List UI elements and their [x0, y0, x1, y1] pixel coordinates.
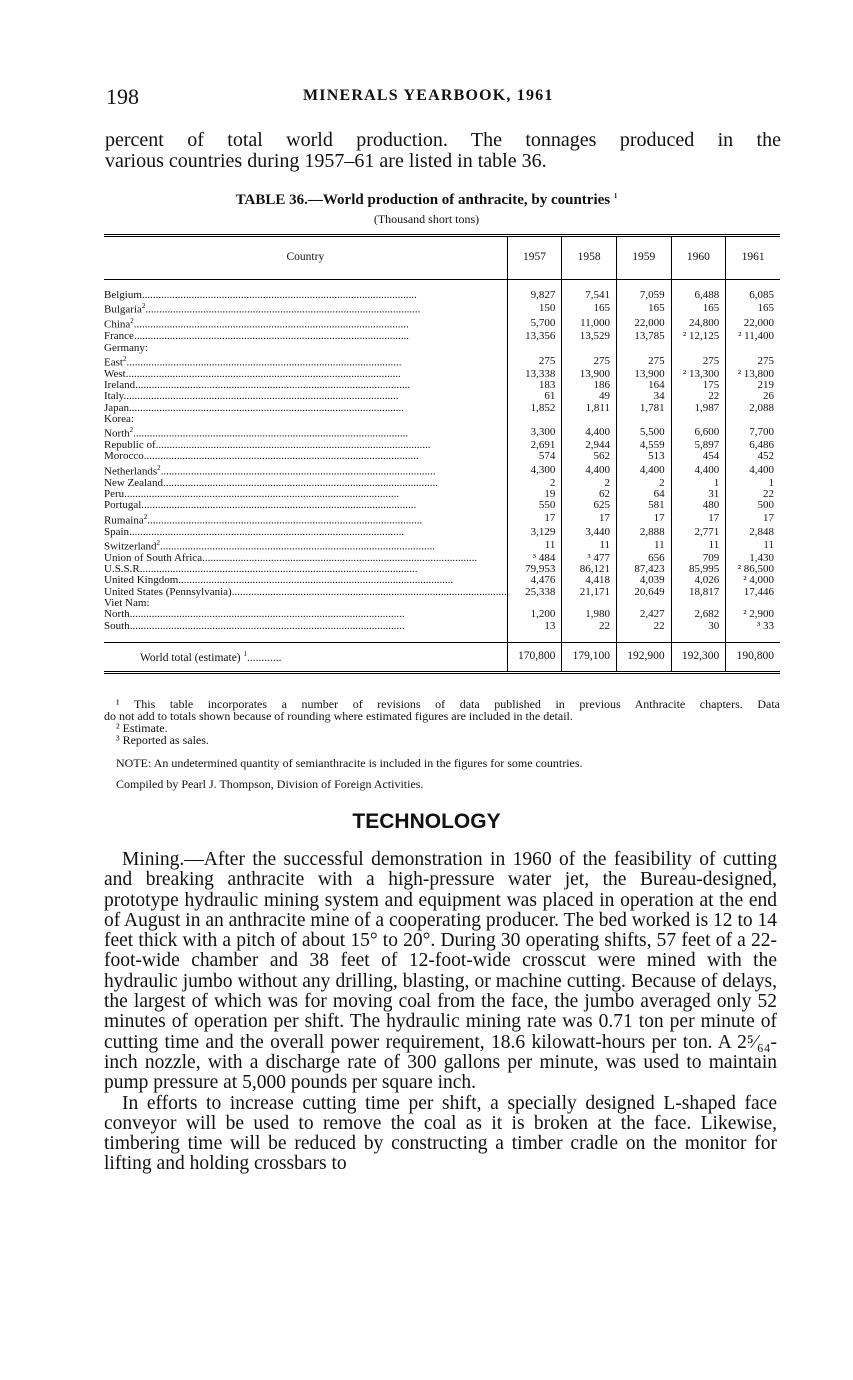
value-cell: 86,121 [562, 564, 617, 575]
country-name: China [104, 318, 131, 331]
value-cell: 17 [671, 512, 726, 527]
country-cell [104, 564, 507, 575]
value-cell: 11,000 [562, 316, 617, 331]
table-row [104, 621, 780, 632]
value-cell: 17 [562, 512, 617, 527]
intro-line-1: percent of total world production. The tonnages produced in the [105, 129, 781, 151]
table-row [104, 478, 780, 489]
value-cell: 22 [671, 391, 726, 402]
country-name: East [104, 356, 123, 369]
country-name: Spain [104, 526, 130, 538]
table-row [104, 425, 780, 440]
table-row [104, 609, 780, 620]
table-total-row [104, 642, 780, 672]
value-cell: 22 [726, 489, 780, 500]
table-row [104, 564, 780, 575]
country-name: Rumaina [104, 514, 144, 527]
dot-leader: .................................................................................................... [129, 609, 405, 621]
country-name: Netherlands [104, 465, 158, 478]
value-cell: 1 [726, 478, 780, 489]
table-row [104, 500, 780, 511]
value-cell: 13,356 [507, 331, 562, 342]
value-cell: 26 [726, 391, 780, 402]
country-cell [104, 440, 507, 451]
value-cell: 219 [726, 380, 780, 391]
table-row [104, 553, 780, 564]
value-cell: 13 [507, 621, 562, 632]
footnote-1-line-1: ¹ This table incorporates a number of revisions of data published in previous Anthracite chapters. Data [116, 697, 780, 711]
country-cell [104, 403, 507, 414]
dot-leader: .................................................................................................... [129, 526, 405, 538]
country-cell [104, 354, 507, 369]
dot-leader: .................................................................................................... [129, 620, 405, 632]
value-cell: 2,888 [616, 527, 671, 538]
value-cell [562, 414, 617, 425]
dot-leader: .................................................................................................... [129, 402, 405, 414]
dot-leader: .................................................................................................... [147, 514, 423, 527]
value-cell: 11 [726, 538, 780, 553]
value-cell: 4,400 [616, 463, 671, 478]
country-cell [104, 391, 507, 402]
table-row [104, 451, 780, 462]
dot-leader: .................................................................................................... [125, 368, 401, 380]
table-row [104, 391, 780, 402]
country-name: Viet Nam: [104, 598, 150, 610]
value-cell: 25,338 [507, 587, 562, 598]
value-cell: 709 [671, 553, 726, 564]
value-cell: 22 [562, 621, 617, 632]
dot-leader: ............ [247, 652, 282, 665]
value-cell: 500 [726, 500, 780, 511]
country-cell [104, 553, 507, 564]
value-cell: 17 [726, 512, 780, 527]
value-cell: 4,400 [726, 463, 780, 478]
value-cell: 17 [507, 512, 562, 527]
table-row [104, 512, 780, 527]
value-cell: 1,430 [726, 553, 780, 564]
value-cell: 22 [616, 621, 671, 632]
value-cell: 61 [507, 391, 562, 402]
value-cell: 1,811 [562, 403, 617, 414]
value-cell: 34 [616, 391, 671, 402]
value-cell: ² 13,300 [671, 369, 726, 380]
value-cell: 30 [671, 621, 726, 632]
value-cell: 9,827 [507, 290, 562, 301]
total-label-cell [104, 642, 507, 672]
dot-leader: .................................................................................................... [155, 440, 431, 452]
value-cell: 20,649 [616, 587, 671, 598]
value-cell: 5,897 [671, 440, 726, 451]
value-cell: 17,446 [726, 587, 780, 598]
value-cell: 13,338 [507, 369, 562, 380]
country-footnote-ref: 2 [143, 512, 148, 521]
value-cell: 17 [616, 512, 671, 527]
value-cell: 4,300 [507, 463, 562, 478]
value-cell: 13,529 [562, 331, 617, 342]
header-country: Country [104, 236, 507, 280]
country-name: United States (Pennsylvania) [104, 586, 232, 598]
value-cell: 150 [507, 301, 562, 316]
value-cell: 4,559 [616, 440, 671, 451]
running-head: MINERALS YEARBOOK, 1961 [303, 87, 554, 104]
value-cell: 1,781 [616, 403, 671, 414]
country-name: Switzerland [104, 540, 157, 553]
dot-leader: .................................................................................................... [141, 290, 417, 301]
header-1961: 1961 [726, 236, 780, 280]
value-cell: 2,427 [616, 609, 671, 620]
value-cell: 11 [562, 538, 617, 553]
table-row [104, 331, 780, 342]
header-1959: 1959 [616, 236, 671, 280]
country-cell [104, 290, 507, 301]
total-1960: 192,300 [671, 642, 726, 672]
body-text [104, 850, 777, 1175]
value-cell: 22,000 [616, 316, 671, 331]
total-1958: 179,100 [562, 642, 617, 672]
value-cell: 6,600 [671, 425, 726, 440]
value-cell: 4,039 [616, 575, 671, 586]
value-cell: 22,000 [726, 316, 780, 331]
value-cell: ³ 484 [507, 553, 562, 564]
value-cell: 18,817 [671, 587, 726, 598]
value-cell: 1,200 [507, 609, 562, 620]
country-footnote-ref: 2 [122, 354, 127, 363]
country-footnote-ref: 2 [156, 538, 161, 547]
value-cell [616, 414, 671, 425]
country-name: North [104, 427, 130, 440]
country-name: Morocco [104, 451, 144, 463]
value-cell: 183 [507, 380, 562, 391]
country-cell [104, 425, 507, 440]
table-row [104, 489, 780, 500]
value-cell: 87,423 [616, 564, 671, 575]
value-cell [726, 414, 780, 425]
footnote-3: ³ Reported as sales. [116, 733, 209, 747]
value-cell: 5,500 [616, 425, 671, 440]
value-cell [726, 343, 780, 354]
table-row [104, 440, 780, 451]
value-cell: 49 [562, 391, 617, 402]
table-body [104, 280, 780, 643]
compiled-by: Compiled by Pearl J. Thompson, Division of Foreign Activities. [116, 777, 424, 791]
value-cell: 2,771 [671, 527, 726, 538]
value-cell: 2,088 [726, 403, 780, 414]
country-cell [104, 369, 507, 380]
paragraph-conveyor: In efforts to increase cutting time per shift, a specially designed L-shaped face conveyor will be used to remove the coal as it is broken at the face. Likewise, timbering time will be reduced by constructing a timber cradle on the monitor for lifting and holding crossbars to [104, 1092, 777, 1175]
country-name: Belgium [104, 290, 142, 301]
table-row [104, 343, 780, 354]
dot-leader: .................................................................................................... [141, 500, 417, 512]
table-row [104, 527, 780, 538]
table-spacer-top [104, 280, 780, 291]
value-cell: 5,700 [507, 316, 562, 331]
total-1959: 192,900 [616, 642, 671, 672]
value-cell: 13,785 [616, 331, 671, 342]
value-cell: 62 [562, 489, 617, 500]
table-row [104, 316, 780, 331]
value-cell: ² 13,800 [726, 369, 780, 380]
table-row [104, 575, 780, 586]
table-row [104, 403, 780, 414]
value-cell: 21,171 [562, 587, 617, 598]
country-cell [104, 527, 507, 538]
header-1957: 1957 [507, 236, 562, 280]
value-cell: 4,476 [507, 575, 562, 586]
value-cell: ² 2,900 [726, 609, 780, 620]
value-cell: 1,987 [671, 403, 726, 414]
country-name: France [104, 331, 134, 343]
value-cell: 85,995 [671, 564, 726, 575]
table-row [104, 301, 780, 316]
value-cell: 562 [562, 451, 617, 462]
value-cell: 656 [616, 553, 671, 564]
country-name: Italy [104, 391, 124, 403]
value-cell: 2,848 [726, 527, 780, 538]
header-1960: 1960 [671, 236, 726, 280]
value-cell: 4,418 [562, 575, 617, 586]
value-cell: 3,129 [507, 527, 562, 538]
footnote-1-line-2: do not add to totals shown because of rounding where estimated figures are included in the detail. [104, 709, 573, 723]
value-cell: 1,980 [562, 609, 617, 620]
value-cell: 79,953 [507, 564, 562, 575]
value-cell: ³ 477 [562, 553, 617, 564]
total-label: World total (estimate) [140, 652, 241, 665]
section-heading: TECHNOLOGY [352, 810, 501, 833]
country-name: South [104, 620, 130, 632]
value-cell: 31 [671, 489, 726, 500]
value-cell: ³ 33 [726, 621, 780, 632]
table-row [104, 414, 780, 425]
value-cell: 581 [616, 500, 671, 511]
table-row [104, 380, 780, 391]
value-cell: 275 [507, 354, 562, 369]
table-title-text: TABLE 36.—World production of anthracite, by countries [235, 192, 611, 208]
country-footnote-ref: 2 [130, 317, 134, 326]
value-cell: 513 [616, 451, 671, 462]
table-spacer-bottom [104, 632, 780, 643]
dot-leader: .................................................................................................... [133, 331, 409, 343]
value-cell: 2,691 [507, 440, 562, 451]
country-name: Peru [104, 489, 125, 501]
country-name: Republic of [104, 440, 156, 452]
country-name: Bulgaria [104, 303, 142, 316]
table-header-row [104, 236, 780, 280]
value-cell: 3,440 [562, 527, 617, 538]
total-1957: 170,800 [507, 642, 562, 672]
country-name: Portugal [104, 500, 142, 512]
country-cell [104, 609, 507, 620]
value-cell: 4,400 [562, 425, 617, 440]
value-cell: 64 [616, 489, 671, 500]
table-title-footnote-ref: 1 [613, 192, 618, 200]
dot-leader: .................................................................................................... [160, 540, 436, 553]
value-cell: 275 [726, 354, 780, 369]
country-footnote-ref: 2 [129, 426, 134, 435]
value-cell: 625 [562, 500, 617, 511]
value-cell: 19 [507, 489, 562, 500]
value-cell: 7,700 [726, 425, 780, 440]
production-table [104, 234, 780, 674]
country-cell [104, 538, 507, 553]
value-cell: 454 [671, 451, 726, 462]
country-name: New Zealand [104, 477, 163, 489]
country-cell [104, 301, 507, 316]
value-cell: 275 [616, 354, 671, 369]
value-cell: 275 [671, 354, 726, 369]
dot-leader: .................................................................................................... [124, 489, 400, 501]
country-name: Germany: [104, 342, 148, 354]
country-cell [104, 343, 507, 354]
value-cell: 1,852 [507, 403, 562, 414]
value-cell: ² 12,125 [671, 331, 726, 342]
country-cell [104, 463, 507, 478]
dot-leader: .................................................................................................... [162, 477, 438, 489]
total-footnote-ref: 1 [243, 650, 247, 659]
value-cell: 11 [507, 538, 562, 553]
value-cell: 2 [616, 478, 671, 489]
value-cell: 6,085 [726, 290, 780, 301]
table-row [104, 598, 780, 609]
country-cell [104, 621, 507, 632]
value-cell: 4,026 [671, 575, 726, 586]
country-name: North [104, 609, 130, 621]
dot-leader: .................................................................................................... [142, 564, 418, 576]
page-number: 198 [106, 84, 139, 109]
value-cell: 2 [507, 478, 562, 489]
value-cell: ² 4,000 [726, 575, 780, 586]
value-cell: 2,682 [671, 609, 726, 620]
value-cell: 165 [562, 301, 617, 316]
table-note: NOTE: An undetermined quantity of semianthracite is included in the figures for some countries. [116, 756, 583, 770]
value-cell: 24,800 [671, 316, 726, 331]
value-cell: 13,900 [562, 369, 617, 380]
intro-line-2: various countries during 1957–61 are listed in table 36. [105, 150, 547, 172]
country-cell [104, 489, 507, 500]
value-cell: 275 [562, 354, 617, 369]
table-row [104, 369, 780, 380]
country-footnote-ref: 2 [141, 302, 146, 311]
value-cell: 11 [616, 538, 671, 553]
value-cell: 4,400 [671, 463, 726, 478]
value-cell: 164 [616, 380, 671, 391]
value-cell: 550 [507, 500, 562, 511]
dot-leader: .................................................................................................... [143, 451, 419, 463]
country-cell [104, 512, 507, 527]
country-cell [104, 500, 507, 511]
value-cell: 2 [562, 478, 617, 489]
dot-leader: .................................................................................................... [145, 303, 421, 316]
table-title [0, 192, 853, 209]
country-name: United Kingdom [104, 575, 179, 587]
country-cell [104, 598, 507, 609]
value-cell: 175 [671, 380, 726, 391]
value-cell: 165 [616, 301, 671, 316]
dot-leader: .................................................................................................... [133, 318, 409, 331]
total-1961: 190,800 [726, 642, 780, 672]
value-cell: 6,488 [671, 290, 726, 301]
country-cell [104, 331, 507, 342]
dot-leader: .................................................................................................... [126, 356, 402, 369]
value-cell [562, 343, 617, 354]
country-cell [104, 451, 507, 462]
value-cell [507, 414, 562, 425]
dot-leader: .................................................................................................... [160, 465, 436, 478]
country-name: Union of South Africa [104, 552, 203, 564]
value-cell: 186 [562, 380, 617, 391]
dot-leader: .................................................................................................... [178, 575, 454, 587]
value-cell: 13,900 [616, 369, 671, 380]
header-1958: 1958 [562, 236, 617, 280]
dot-leader: .................................................................................................... [123, 391, 399, 403]
value-cell [507, 343, 562, 354]
value-cell: ² 86,500 [726, 564, 780, 575]
value-cell: ² 11,400 [726, 331, 780, 342]
table-row [104, 463, 780, 478]
table-subtitle: (Thousand short tons) [373, 212, 480, 226]
value-cell: 6,486 [726, 440, 780, 451]
country-cell [104, 414, 507, 425]
country-name: U.S.S.R. [104, 564, 143, 576]
table-row [104, 354, 780, 369]
value-cell: 165 [726, 301, 780, 316]
country-name: Korea: [104, 413, 134, 425]
table-row [104, 587, 780, 598]
dot-leader: .................................................................................................... [135, 380, 411, 392]
country-cell [104, 575, 507, 586]
dot-leader: .................................................................................................... [231, 586, 507, 598]
value-cell [671, 343, 726, 354]
country-footnote-ref: 2 [157, 463, 161, 472]
value-cell [616, 343, 671, 354]
value-cell: 452 [726, 451, 780, 462]
country-cell [104, 478, 507, 489]
value-cell: 3,300 [507, 425, 562, 440]
country-name: Ireland [104, 380, 136, 392]
value-cell: 574 [507, 451, 562, 462]
value-cell: 165 [671, 301, 726, 316]
country-name: West [104, 368, 126, 380]
country-name: Japan [104, 402, 130, 414]
table-row [104, 538, 780, 553]
value-cell: 11 [671, 538, 726, 553]
paragraph-mining: Mining.—After the successful demonstration in 1960 of the feasibility of cutting and breaking anthracite with a high-pressure water jet, the Bureau-designed, prototype hydraulic mining system and equipment was placed in operation at the end of August in an anthracite mine of a cooperating producer. The bed worked is 12 to 14 feet thick with a pitch of about 15° to 20°. During 30 operating shifts, 57 feet of a 22-foot-wide chamber and 38 feet of 12-foot-wide crosscut were mined with the hydraulic jumbo without any drilling, blasting, or machine cutting. Because of delays, the largest of which was for moving coal from the face, the jumbo averaged only 52 minutes of operation per shift. The hydraulic mining rate was 0.71 ton per minute of cutting time and the overall power requirement, 18.6 kilowatt-hours per ton. A 2⁵⁄₆₄-inch nozzle, with a discharge rate of 300 gallons per minute, was used to maintain pump pressure at 5,000 pounds per square inch. [104, 849, 777, 1094]
dot-leader: .................................................................................................... [133, 427, 409, 440]
dot-leader: .................................................................................................... [202, 552, 478, 564]
value-cell: 2,944 [562, 440, 617, 451]
footnote-2: ² Estimate. [116, 721, 168, 735]
value-cell: 4,400 [562, 463, 617, 478]
country-cell [104, 587, 507, 598]
value-cell: 480 [671, 500, 726, 511]
value-cell: 7,541 [562, 290, 617, 301]
value-cell: 7,059 [616, 290, 671, 301]
value-cell [671, 414, 726, 425]
country-cell [104, 380, 507, 391]
table-row [104, 290, 780, 301]
value-cell: 1 [671, 478, 726, 489]
country-cell [104, 316, 507, 331]
